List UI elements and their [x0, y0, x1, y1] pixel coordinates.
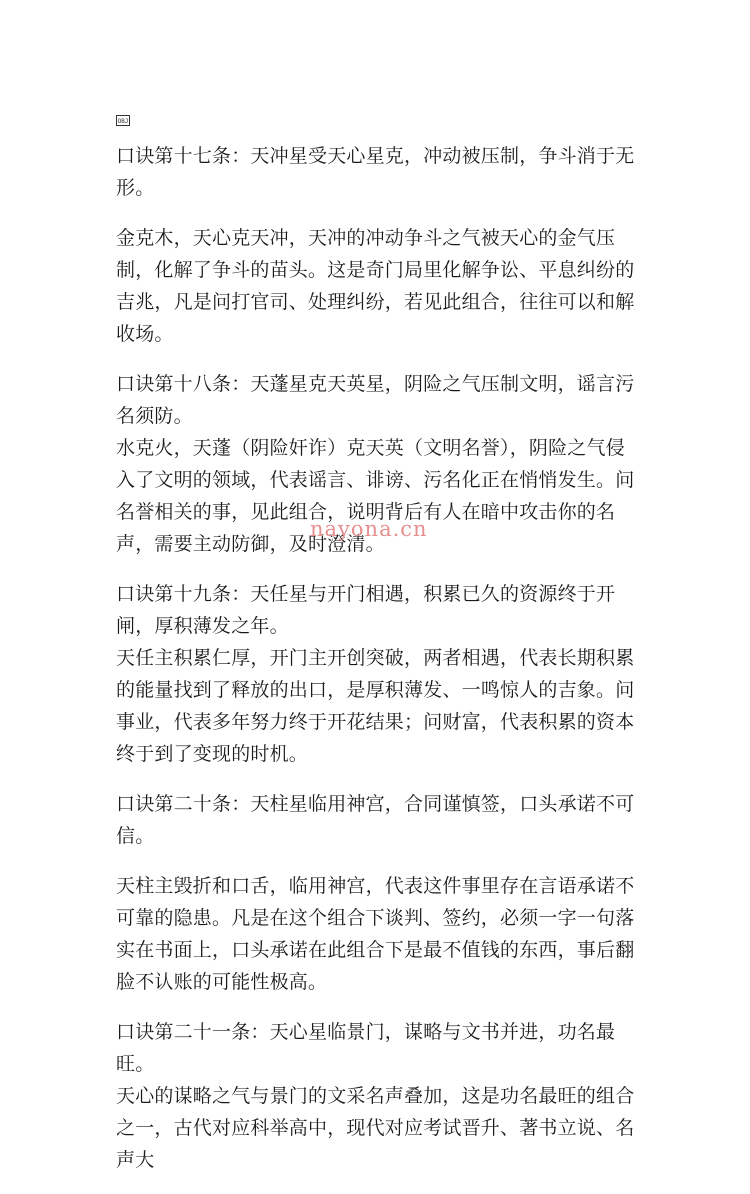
paragraph: 口诀第二十条：天柱星临用神宫，合同谨慎签，口头承诺不可信。 [116, 793, 635, 847]
paragraph: 天柱主毁折和口舌，临用神宫，代表这件事里存在言语承诺不可靠的隐患。凡是在这个组合下谈判、签约，必须一字一句落实在书面上，口头承诺在此组合下是最不值钱的东西，事后翻脸不认账的可能性极高。 [116, 875, 635, 993]
paragraph: 天心的谋略之气与景门的文采名声叠加，这是功名最旺的组合之一，古代对应科举高中，现代对应考试晋升、著书立说、名声大 [116, 1085, 635, 1171]
paragraph-heading: 口诀第十九条：天任星与开门相遇，积累已久的资源终于开闸，厚积薄发之年。 [116, 583, 616, 637]
document-body [116, 140, 636, 1194]
paragraph: 天任主积累仁厚，开门主开创突破，两者相遇，代表长期积累的能量找到了释放的出口，是厚积薄发、一鸣惊人的吉象。问事业，代表多年努力终于开花结果；问财富，代表积累的资本终于到了变现的时机。 [116, 647, 635, 765]
section-20-heading [116, 788, 636, 852]
paragraph-heading: 口诀第二十一条：天心星临景门，谋略与文书并进，功名最旺。 [116, 1021, 616, 1075]
paragraph-heading: 口诀第十八条：天蓬星克天英星，阴险之气压制文明，谣言污名须防。 [116, 373, 635, 427]
paragraph: 金克木，天心克天冲，天冲的冲动争斗之气被天心的金气压制，化解了争斗的苗头。这是奇门局里化解争讼、平息纠纷的吉兆，凡是问打官司、处理纠纷，若见此组合，往往可以和解收场。 [116, 227, 635, 345]
section-17-heading [116, 140, 636, 204]
object-placeholder-icon: OBJ [116, 115, 130, 126]
section-20-body [116, 870, 636, 998]
watermark: nayona.cn [310, 517, 428, 541]
paragraph: 口诀第十七条：天冲星受天心星克，冲动被压制，争斗消于无形。 [116, 145, 635, 199]
section-19 [116, 578, 636, 770]
section-17-body [116, 222, 636, 350]
section-21 [116, 1016, 636, 1176]
paragraph: 水克火，天蓬（阴险奸诈）克天英（文明名誉），阴险之气侵入了文明的领域，代表谣言、诽谤、污名化正在悄悄发生。问名誉相关的事，见此组合，说明背后有人在暗中攻击你的名声，需要主动防御，及时澄清。 [116, 437, 635, 555]
